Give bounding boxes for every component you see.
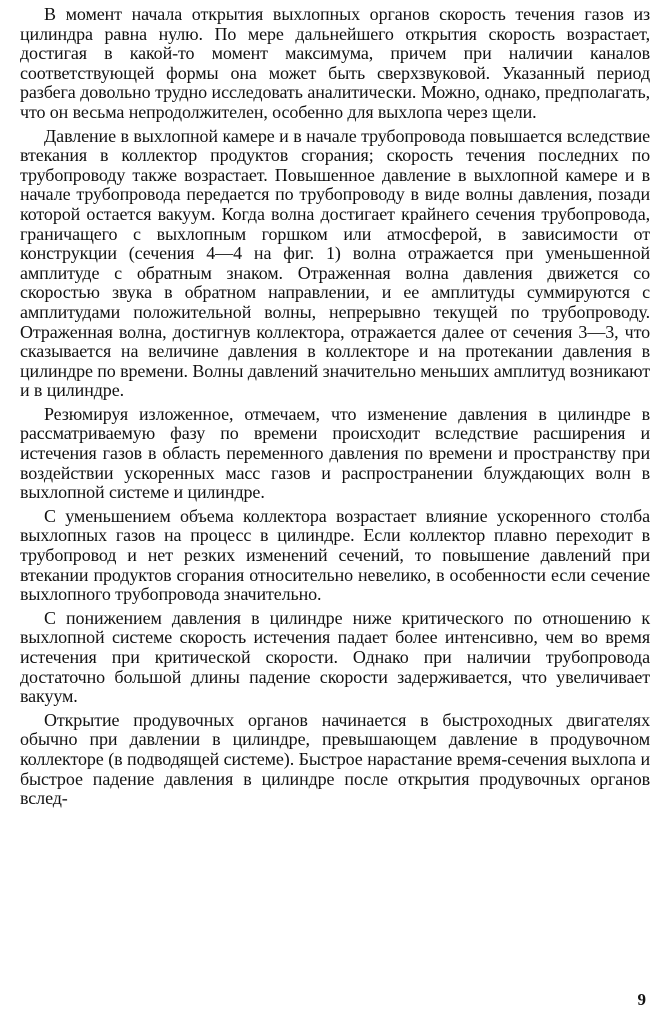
page-body bbox=[20, 5, 650, 813]
paragraph-5: С понижением давления в цилиндре ниже критического по отношению к выхлопной системе скорость истечения падает более интенсивно, чем во время истечения при критической скорости. Однако при наличии трубопровода достаточно большой длины падение скорости задерживается, что увеличивает вакуум. bbox=[20, 607, 650, 707]
paragraph-3: Резюмируя изложенное, отмечаем, что изменение давления в цилиндре в рассматриваемую фазу по времени происходит вследствие расширения и истечения газов в область переменного давления по времени и пространству при воздействии ускоренных масс газов и распространении блуждающих волн в выхлопной системе и цилиндре. bbox=[20, 403, 650, 503]
paragraph-1: В момент начала открытия выхлопных органов скорость течения газов из цилиндра равна нулю. По мере дальнейшего открытия скорость возрастает, достигая в какой-то момент максимума, причем при наличии каналов соответствующей формы она может быть сверхзвуковой. Указанный период разбега довольно трудно исследовать аналитически. Можно, однако, предполагать, что он весьма непродолжителен, особенно для выхлопа через щели. bbox=[20, 4, 650, 122]
paragraph-6: Открытие продувочных органов начинается в быстроходных двигателях обычно при давлении в цилиндре, превышающем давление в продувочном коллекторе (в подводящей системе). Быстрое нарастание время-сечения выхлопа и быстрое падение давления в цилиндре после открытия продувочных органов вслед- bbox=[20, 709, 650, 809]
paragraph-2: Давление в выхлопной камере и в начале трубопровода повышается вследствие втекания в коллектор продуктов сгорания; скорость течения последних по трубопроводу также возрастает. Повышенное давление в выхлопной камере и в начале трубопровода передается по трубопроводу в виде волны давления, позади которой остается вакуум. Когда волна достигает крайнего сечения трубопровода, граничащего с выхлопным горшком или атмосферой, в зависимости от конструкции (сечения 4—4 на фиг. 1) волна отражается при уменьшенной амплитуде с обратным знаком. Отраженная волна давления движется со скоростью звука в обратном направлении, и ее амплитуды суммируются с амплитудами положительной волны, непрерывно текущей по трубопроводу. Отраженная волна, достигнув коллектора, отражается далее от сечения 3—3, что сказывается на величине давления в коллекторе и на протекании давления в цилиндре по времени. Волны давлений значительно меньших амплитуд возникают и в цилиндре. bbox=[20, 125, 650, 401]
page-number: 9 bbox=[637, 990, 646, 1009]
paragraph-4: С уменьшением объема коллектора возрастает влияние ускоренного столба выхлопных газов на процесс в цилиндре. Если коллектор плавно переходит в трубопровод и нет резких изменений сечений, то повышение давлений при втекании продуктов сгорания относительно невелико, в особенности если сечение выхлопного трубопровода значительно. bbox=[20, 505, 650, 605]
